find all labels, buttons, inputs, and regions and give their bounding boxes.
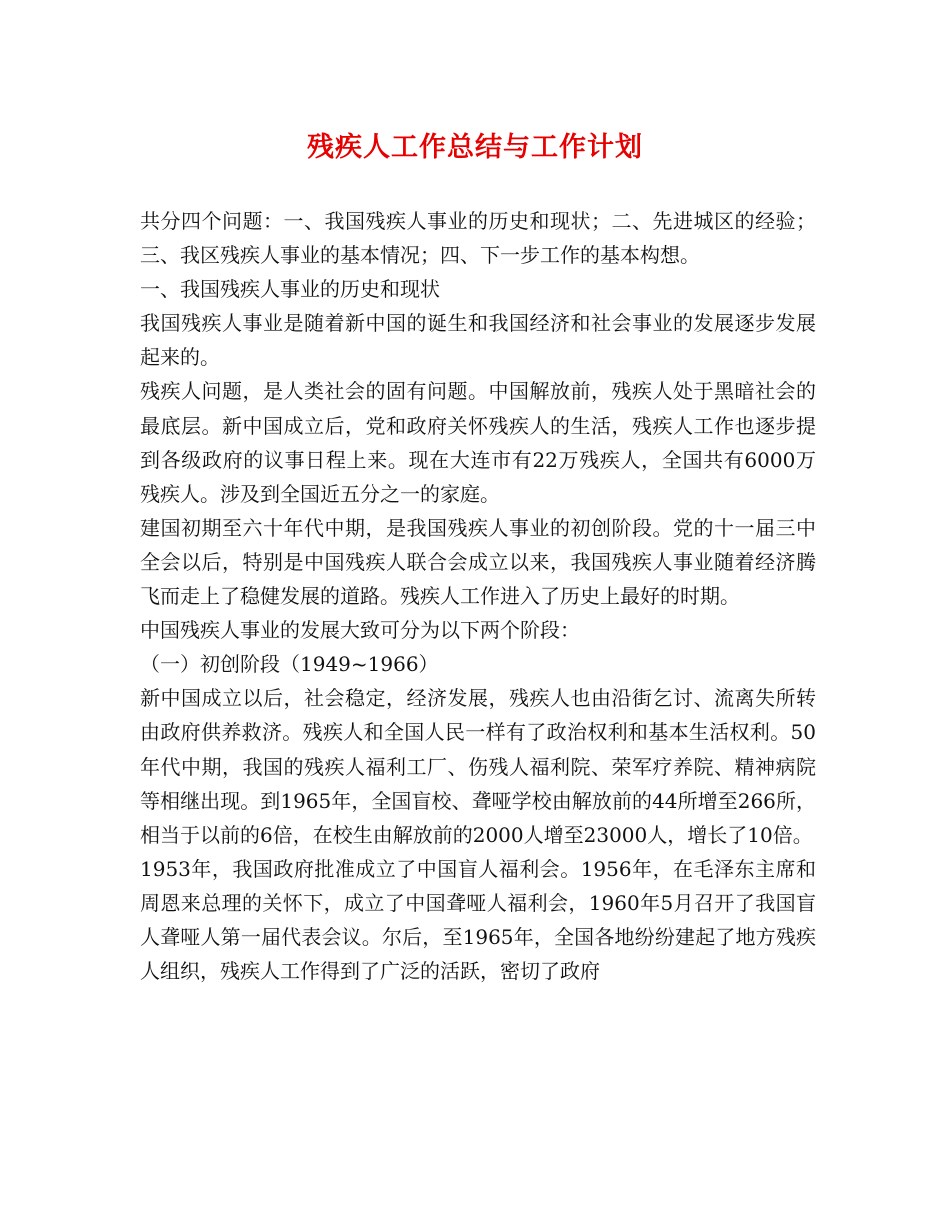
- subheading-initial-stage: （一）初创阶段（1949~1966）: [140, 652, 439, 677]
- paragraph-1953: 1953年，我国政府批准成立了中国盲人福利会。1956年，在毛泽东主席和周恩来总理的关怀下，成立了中国聋哑人福利会，1960年5月召开了我国盲人聋哑人第一届代表会议。尔后，至1965年，全国各地纷纷建起了地方残疾人组织，残疾人工作得到了广泛的活跃，密切了政府: [140, 856, 816, 984]
- paragraph-stages-intro: 中国残疾人事业的发展大致可分为以下两个阶段：: [140, 618, 580, 643]
- paragraph-founding-period: 建国初期至六十年代中期，是我国残疾人事业的初创阶段。党的十一届三中全会以后，特别是中国残疾人联合会成立以来，我国残疾人事业随着经济腾飞而走上了稳健发展的道路。残疾人工作进入了历史上最好的时期。: [140, 515, 816, 609]
- paragraph-new-china: 新中国成立以后，社会稳定，经济发展，残疾人也由沿街乞讨、流离失所转由政府供养救济。残疾人和全国人民一样有了政治权利和基本生活权利。50年代中期，我国的残疾人福利工厂、伤残人福利院、荣军疗养院、精神病院等相继出现。到1965年，全国盲校、聋哑学校由解放前的44所增至266所，相当于以前的6倍，在校生由解放前的2000人增至23000人，增长了10倍。: [140, 686, 816, 847]
- document-body: [140, 204, 816, 988]
- paragraph-overview: 共分四个问题：一、我国残疾人事业的历史和现状；二、先进城区的经验；三、我区残疾人事业的基本情况；四、下一步工作的基本构想。: [140, 209, 816, 268]
- paragraph-development: 我国残疾人事业是随着新中国的诞生和我国经济和社会事业的发展逐步发展起来的。: [140, 311, 816, 370]
- paragraph-disability-problem: 残疾人问题，是人类社会的固有问题。中国解放前，残疾人处于黑暗社会的最底层。新中国成立后，党和政府关怀残疾人的生活，残疾人工作也逐步提到各级政府的议事日程上来。现在大连市有22万残疾人，全国共有6000万残疾人。涉及到全国近五分之一的家庭。: [140, 379, 816, 506]
- section-heading-history: 一、我国残疾人事业的历史和现状: [140, 277, 440, 302]
- document-title: 残疾人工作总结与工作计划: [307, 132, 643, 163]
